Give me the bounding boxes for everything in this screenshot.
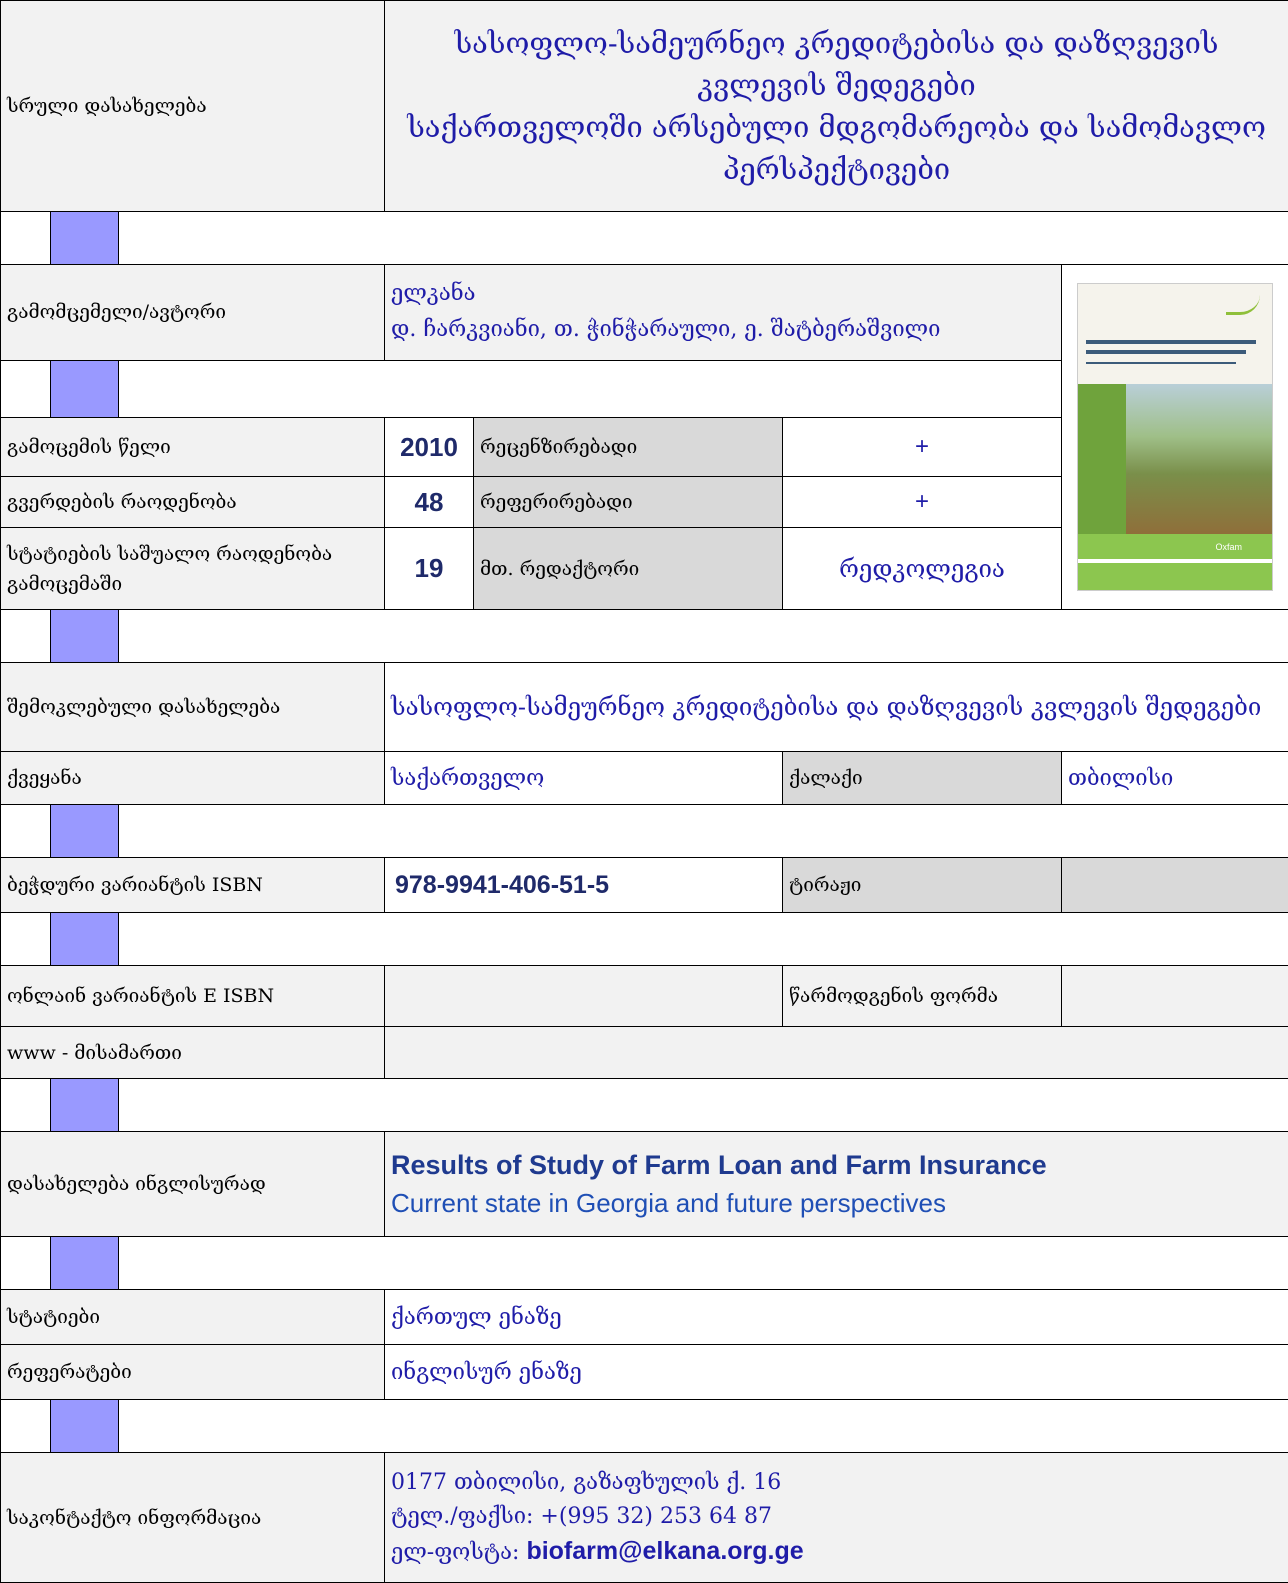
isbn-row xyxy=(1,858,1288,913)
spacer-row xyxy=(1,913,1288,966)
title-line-3: საქართველოში არსებული მდგომარეობა და სამომავლო xyxy=(391,106,1282,148)
publisher-authors: დ. ჩარკვიანი, თ. ჭინჭარაული, ე. შატბერაშვილი xyxy=(391,312,1055,348)
title-line-1: სასოფლო-სამეურნეო კრედიტებისა და დაზღვევის xyxy=(391,22,1282,64)
english-name-value xyxy=(385,1132,1288,1237)
pages-label: გვერდების რაოდენობა xyxy=(1,477,385,528)
spacer-row xyxy=(1,610,1288,663)
email-link[interactable]: biofarm@elkana.org.ge xyxy=(526,1537,803,1565)
accent-square xyxy=(51,913,119,966)
accent-square xyxy=(51,212,119,265)
print-run-label: ტირაჟი xyxy=(783,858,1062,913)
country-label: ქვეყანა xyxy=(1,752,385,805)
www-label: www - მისამართი xyxy=(1,1027,385,1079)
title-line-2: კვლევის შედეგები xyxy=(391,64,1282,106)
refereed-value: + xyxy=(783,477,1062,528)
english-subtitle: Current state in Georgia and future perspectives xyxy=(391,1184,1282,1222)
spacer-row xyxy=(1,1400,1288,1453)
cover-image xyxy=(1077,283,1273,591)
title-line-4: პერსპექტივები xyxy=(391,148,1282,190)
pages-value: 48 xyxy=(385,477,474,528)
articles-lang-label: სტატიები xyxy=(1,1290,385,1345)
short-name-label: შემოკლებული დასახელება xyxy=(1,663,385,752)
accent-square xyxy=(51,360,119,418)
form-value xyxy=(1062,966,1288,1027)
abstracts-lang-value: ინგლისურ ენაზე xyxy=(385,1345,1288,1400)
accent-square xyxy=(51,610,119,663)
spacer-row xyxy=(1,1237,1288,1290)
isbn-label: ბეჭდური ვარიანტის ISBN xyxy=(1,858,385,913)
spacer-row xyxy=(1,1079,1288,1132)
articles-lang-row xyxy=(1,1290,1288,1345)
articles-label: სტატიების საშუალო რაოდენობა გამოცემაში xyxy=(1,528,385,610)
city-value: თბილისი xyxy=(1062,752,1288,805)
publisher-label: გამომცემელი/ავტორი xyxy=(1,265,385,361)
spacer-row xyxy=(1,805,1288,858)
landscape-photo xyxy=(1126,384,1272,534)
short-name-row xyxy=(1,663,1288,752)
country-value: საქართველო xyxy=(385,752,783,805)
abstracts-lang-row xyxy=(1,1345,1288,1400)
articles-value: 19 xyxy=(385,528,474,610)
print-run-value xyxy=(1062,858,1288,913)
articles-lang-value: ქართულ ენაზე xyxy=(385,1290,1288,1345)
editor-value: რედკოლეგია xyxy=(783,528,1062,610)
isbn-value: 978-9941-406-51-5 xyxy=(385,858,783,913)
spacer-row xyxy=(1,212,1288,265)
form-label: წარმოდგენის ფორმა xyxy=(783,966,1062,1027)
abstracts-lang-label: რეფერატები xyxy=(1,1345,385,1400)
short-name-value: სასოფლო-სამეურნეო კრედიტებისა და დაზღვევის კვლევის შედეგები xyxy=(385,663,1288,752)
english-name-row xyxy=(1,1132,1288,1237)
english-name-label: დასახელება ინგლისურად xyxy=(1,1132,385,1237)
www-row xyxy=(1,1027,1288,1079)
email-prefix: ელ-ფოსტა: xyxy=(391,1540,526,1565)
contact-row xyxy=(1,1453,1288,1583)
refereed-label: რეფერირებადი xyxy=(474,477,783,528)
www-value xyxy=(385,1027,1288,1079)
full-name-label: სრული დასახელება xyxy=(1,1,385,212)
accent-square xyxy=(51,1237,119,1290)
eisbn-value xyxy=(385,966,783,1027)
peer-reviewed-value: + xyxy=(783,418,1062,477)
book-cover xyxy=(1062,265,1288,610)
full-name-row xyxy=(1,1,1288,212)
contact-label: საკონტაქტო ინფორმაცია xyxy=(1,1453,385,1583)
accent-square xyxy=(51,1400,119,1453)
publisher-row xyxy=(1,265,1288,361)
eisbn-row xyxy=(1,966,1288,1027)
contact-value xyxy=(385,1453,1288,1583)
contact-email-line xyxy=(391,1534,1282,1570)
english-title: Results of Study of Farm Loan and Farm Insurance xyxy=(391,1146,1282,1184)
full-name-title xyxy=(385,1,1288,212)
publisher-name: ელკანა xyxy=(391,276,1055,312)
city-label: ქალაქი xyxy=(783,752,1062,805)
year-value: 2010 xyxy=(385,418,474,477)
country-row xyxy=(1,752,1288,805)
publisher-value xyxy=(385,265,1062,361)
editor-label: მთ. რედაქტორი xyxy=(474,528,783,610)
accent-square xyxy=(51,1079,119,1132)
year-label: გამოცემის წელი xyxy=(1,418,385,477)
oxfam-logo: Oxfam xyxy=(1216,542,1243,552)
contact-phone: ტელ./ფაქსი: +(995 32) 253 64 87 xyxy=(391,1500,1282,1534)
peer-reviewed-label: რეცენზირებადი xyxy=(474,418,783,477)
contact-address: 0177 თბილისი, გაზაფხულის ქ. 16 xyxy=(391,1466,1282,1500)
accent-square xyxy=(51,805,119,858)
eisbn-label: ონლაინ ვარიანტის E ISBN xyxy=(1,966,385,1027)
